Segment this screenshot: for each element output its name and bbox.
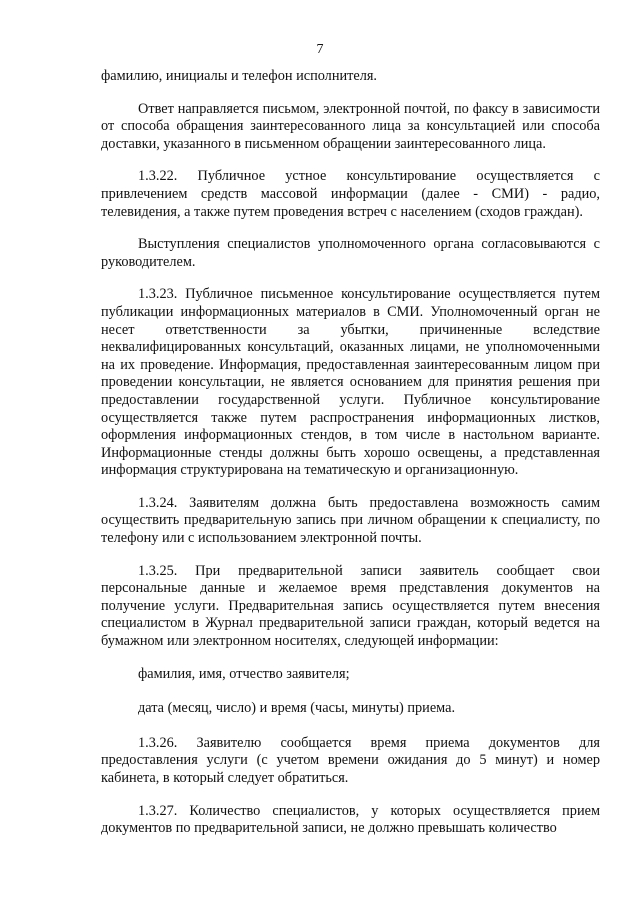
paragraph-1-3-24: 1.3.24. Заявителям должна быть предоставлена возможность самим осуществить предварительную запись при личном обращении к специалисту, по телефону или с использованием электронной почты. <box>101 494 600 547</box>
page-number: 7 <box>316 42 324 57</box>
document-body <box>101 68 600 853</box>
list-item-date-time: дата (месяц, число) и время (часы, минуты) приема. <box>138 700 456 717</box>
paragraph-1-3-26: 1.3.26. Заявителю сообщается время приема документов для предоставления услуги (с учетом времени ожидания до 5 минут) и номер кабинета, в который следует обратиться. <box>101 734 600 786</box>
paragraph-response-delivery: Ответ направляется письмом, электронной почтой, по факсу в зависимости от способа обращения заинтересованного лица за консультацией или способа доставки, указанного в письменном обращении заинтересованного лица. <box>101 100 600 152</box>
paragraph-speeches-approval: Выступления специалистов уполномоченного органа согласовываются с руководителем. <box>101 236 600 270</box>
paragraph-1-3-25: 1.3.25. При предварительной записи заявитель сообщает свои персональные данные и желаемое время представления документов на получение услуги. Предварительная запись осуществляется путем внесения специалистом в Журнал предварительной записи граждан, который ведется на бумажном или электронном носителях, следующей информации: <box>101 562 600 650</box>
paragraph-1-3-22: 1.3.22. Публичное устное консультирование осуществляется с привлечением средств массовой информации (далее - СМИ) - радио, телевидения, а также путем проведения встреч с населением (сходов граждан). <box>101 168 600 220</box>
list-item-full-name: фамилия, имя, отчество заявителя; <box>138 665 350 682</box>
paragraph-1-3-23: 1.3.23. Публичное письменное консультирование осуществляется путем публикации информационных материалов в СМИ. Уполномоченный орган не несет ответственности за убытки, причиненные вследствие неквалифицированных консультаций, оказанных лицами, не уполномоченными на их проведение. Информация, предоставленная заинтересованным лицом при проведении консультации, не является основанием для принятия решения при предоставлении государственной услуги. Публичное консультирование осуществляется также путем распространения информационных листков, оформления информационных стендов, в том числе в настольном варианте. Информационные стенды должны быть хорошо освещены, а представленная информация структурирована на тематическую и организационную. <box>101 286 600 479</box>
paragraph-1-3-27: 1.3.27. Количество специалистов, у которых осуществляется прием документов по предварительной записи, не должно превышать количество <box>101 802 600 837</box>
paragraph-contact-ending: фамилию, инициалы и телефон исполнителя. <box>101 68 377 84</box>
